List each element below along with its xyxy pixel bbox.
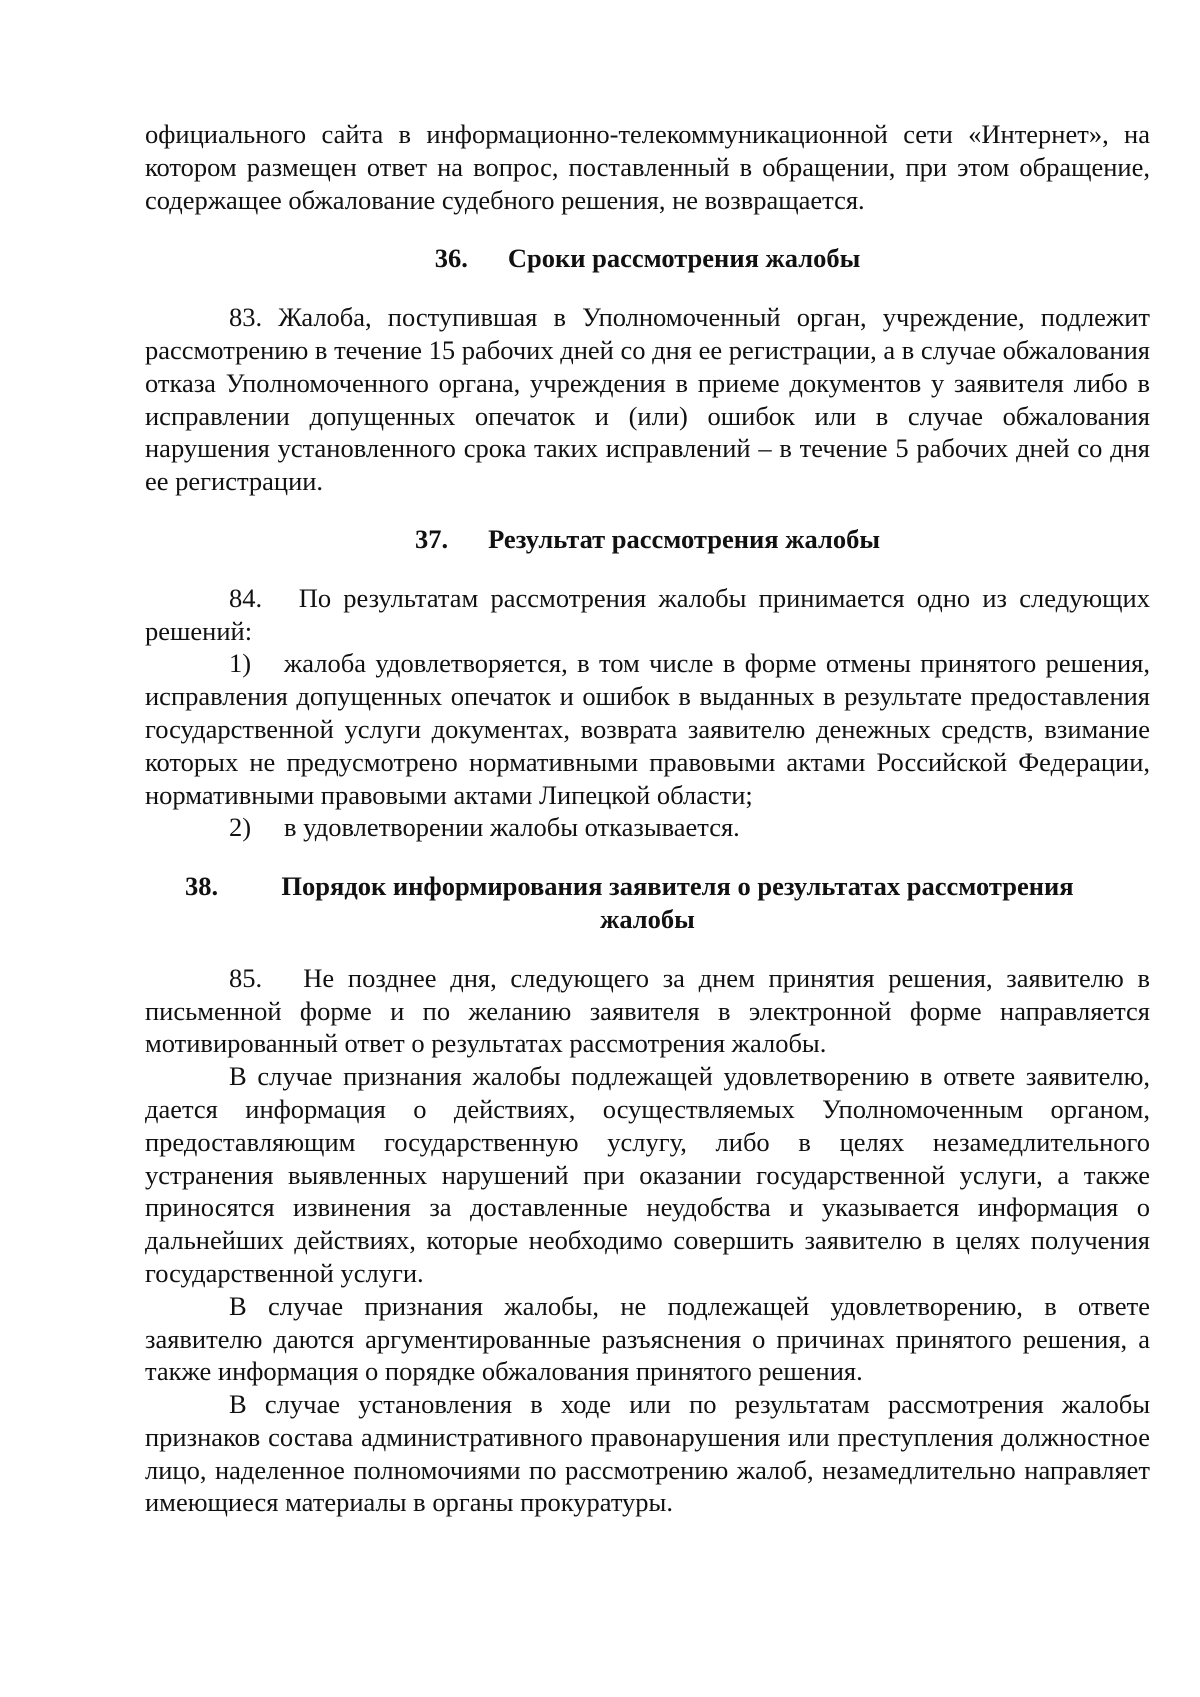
section-37-heading xyxy=(145,523,1150,556)
section-38-number: 38. xyxy=(185,871,219,902)
section-38-title-line1: Порядок информирования заявителя о результатах рассмотрения xyxy=(281,871,1074,902)
section-37-number: 37. xyxy=(414,523,449,554)
section-36-title: Сроки рассмотрения жалобы xyxy=(507,243,861,274)
paragraph-85-part-3: В случае признания жалобы, не подлежащей удовлетворению, в ответе заявителю даются аргументированные разъяснения о причинах принятого решения, а также информация о порядке обжалования принятого решения. xyxy=(145,1290,1150,1387)
list-item-2 xyxy=(145,811,1150,844)
list-item-2-text: в удовлетворении жалобы отказывается. xyxy=(284,812,740,843)
list-item-2-label: 2) xyxy=(229,812,252,843)
paragraph-85-part-2: В случае признания жалобы подлежащей удовлетворению в ответе заявителю, дается информация о действиях, осуществляемых Уполномоченным органом, предоставляющим государственную услугу, либо в целях незамедлительного устранения выявленных нарушений при оказании государственной услуги, а также приносятся извинения за доставленные неудобства и указывается информация о дальнейших действиях, которые необходимо совершить заявителю в целях получения государственной услуги. xyxy=(145,1061,1150,1288)
section-37-title: Результат рассмотрения жалобы xyxy=(488,523,881,554)
paragraph-84-text: По результатам рассмотрения жалобы принимается одно из следующих решений: xyxy=(145,582,1150,646)
section-36-heading xyxy=(145,242,1150,275)
continuation-paragraph: официального сайта в информационно-телекоммуникационной сети «Интернет», на котором размещен ответ на вопрос, поставленный в обращении, при этом обращение, содержащее обжалование судебного решения, не возвращается. xyxy=(145,119,1150,215)
section-36-number: 36. xyxy=(434,243,468,274)
paragraph-85 xyxy=(145,962,1150,1060)
section-38-heading xyxy=(145,870,1150,936)
paragraph-84-number: 84. xyxy=(229,582,263,613)
paragraph-83: 83. Жалоба, поступившая в Уполномоченный орган, учреждение, подлежит рассмотрению в течение 15 рабочих дней со дня ее регистрации, а в случае обжалования отказа Уполномоченного органа, учреждения в приеме документов у заявителя либо в исправлении допущенных опечаток и (или) ошибок или в случае обжалования нарушения установленного срока таких исправлений – в течение 5 рабочих дней со дня ее регистрации. xyxy=(145,302,1150,497)
paragraph-85-number: 85. xyxy=(229,962,263,993)
paragraph-84 xyxy=(145,582,1150,648)
list-item-1-text: жалоба удовлетворяется, в том числе в форме отмены принятого решения, исправления допущенных опечаток и ошибок в выданных в результате предоставления государственной услуги документах, возврата заявителю денежных средств, взимание которых не предусмотрено нормативными правовыми актами Российской Федерации, нормативными правовыми актами Липецкой области; xyxy=(145,648,1150,810)
list-item-1 xyxy=(145,647,1150,811)
section-38-title-line2: жалобы xyxy=(600,903,695,934)
document-page xyxy=(145,118,1150,1519)
paragraph-85-text: Не позднее дня, следующего за днем принятия решения, заявителю в письменной форме и по желанию заявителя в электронной форме направляется мотивированный ответ о результатах рассмотрения жалобы. xyxy=(145,962,1150,1059)
paragraph-85-part-4: В случае установления в ходе или по результатам рассмотрения жалобы признаков состава административного правонарушения или преступления должностное лицо, наделенное полномочиями по рассмотрению жалоб, незамедлительно направляет имеющиеся материалы в органы прокуратуры. xyxy=(145,1389,1150,1518)
list-item-1-label: 1) xyxy=(229,648,252,679)
